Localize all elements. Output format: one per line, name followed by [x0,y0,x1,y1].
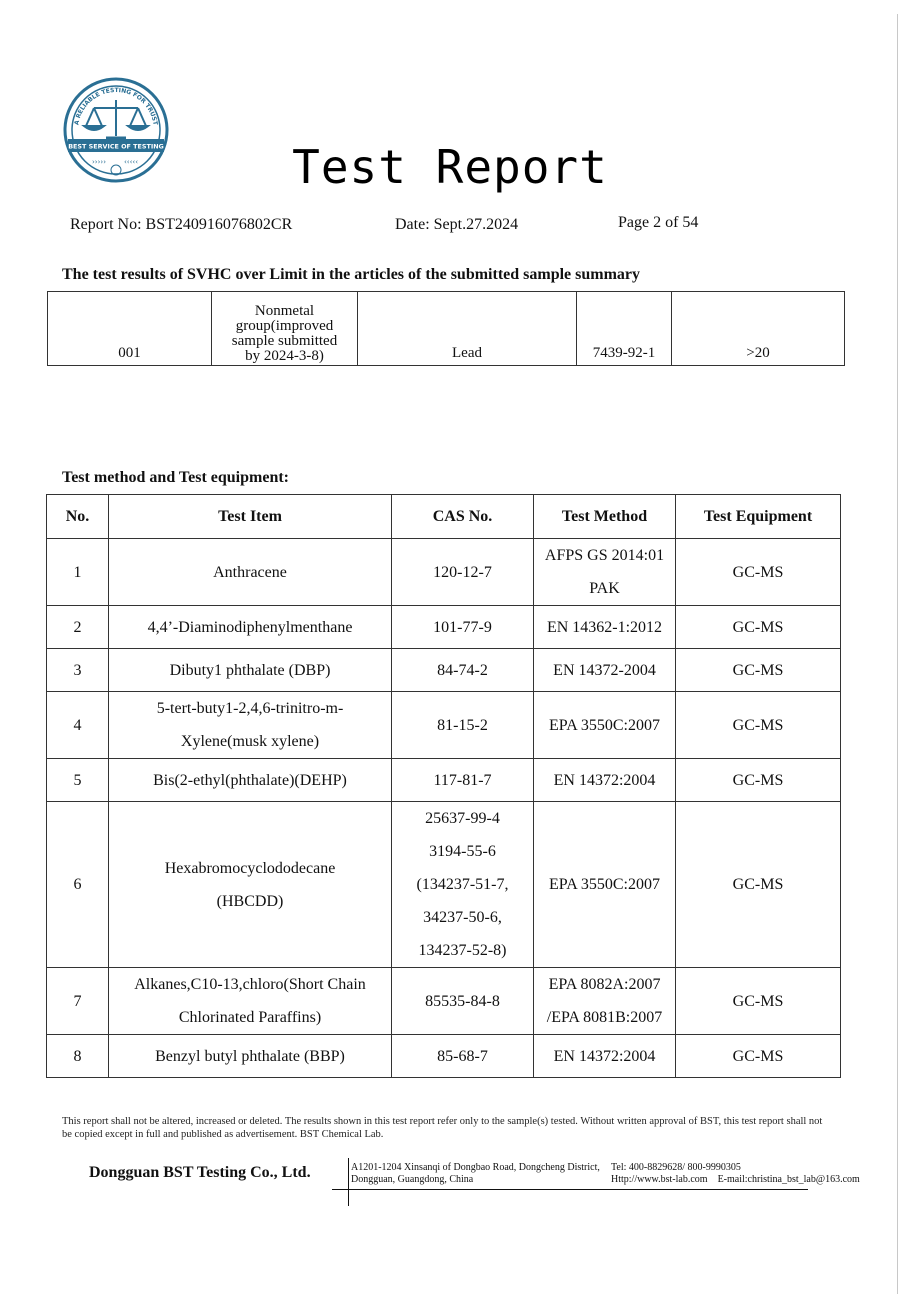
cas-no-line: 134237-52-8) [418,942,507,959]
disclaimer-text: This report shall not be altered, increased or deleted. The results shown in this test report refer only to the sample(s) tested. Without written approval of BST, this test report shall not be copied except in full and published as advertisement. BST Chemical Lab. [62,1116,823,1140]
contact-tel: Tel: 400-8829628/ 800-9990305 [611,1162,741,1173]
header-test-method: Test Method [534,495,676,539]
header-test-equipment: Test Equipment [676,495,841,539]
test-method [534,1035,676,1078]
test-method [534,759,676,802]
table-row [47,802,841,968]
cas-no-line: 85535-84-8 [425,992,500,1010]
test-equipment: GC-MS [676,539,841,606]
row-no: 2 [47,606,109,649]
report-number: Report No: BST240916076802CR [70,216,293,233]
test-method-line: EN 14372:2004 [553,771,656,789]
header-test-item: Test Item [109,495,392,539]
row-no: 8 [47,1035,109,1078]
cas-no-line: 85-68-7 [437,1047,488,1065]
test-method [534,802,676,968]
test-item-line: Chlorinated Paraffins) [178,1009,322,1026]
row-no: 4 [47,692,109,759]
cas-no-line: 101-77-9 [433,618,492,636]
test-method-line: EPA 3550C:2007 [549,716,660,734]
table-row [47,692,841,759]
sample-id: 001 [48,292,212,366]
test-item-line: Benzyl butyl phthalate (BBP) [155,1047,345,1065]
substance-cas: 7439-92-1 [577,292,672,366]
header-cas: CAS No. [392,495,534,539]
test-method-line: EPA 8082A:2007 [548,976,661,993]
test-method-line: EPA 3550C:2007 [549,876,660,893]
substance-value: >20 [672,292,845,366]
group-line: by 2024-3-8) [245,348,324,364]
page-title: Test Report [292,140,608,194]
cas-no-line: 117-81-7 [433,771,492,789]
test-item [109,692,392,759]
test-method [534,606,676,649]
group-line: sample submitted [231,333,338,349]
group-line: group(improved [235,318,334,334]
contact-email[interactable]: E-mail:christina_bst_lab@163.com [717,1174,860,1185]
table-row [47,968,841,1035]
test-item [109,606,392,649]
svg-text:›››››: ››››› [92,158,106,166]
table-row [47,606,841,649]
cas-no-line: 120-12-7 [433,563,492,581]
test-item [109,539,392,606]
test-item [109,759,392,802]
test-method-line: EN 14372:2004 [553,1047,656,1065]
cas-no [392,539,534,606]
row-no: 1 [47,539,109,606]
test-equipment: GC-MS [676,606,841,649]
test-method-line: EN 14362-1:2012 [546,618,663,636]
table-row [47,1035,841,1078]
methods-title: Test method and Test equipment: [62,469,290,486]
row-no: 6 [47,802,109,968]
table-row [47,759,841,802]
page-number: Page 2 of 54 [618,214,699,231]
test-item [109,649,392,692]
report-date: Date: Sept.27.2024 [395,216,519,233]
footer-divider-horizontal [332,1189,808,1190]
company-contact [611,1162,860,1186]
sample-group [212,292,358,366]
logo-ring-text: A RELIABLE TESTING FOR TRUST [73,86,159,126]
cas-no-line: 25637-99-4 [425,810,500,827]
test-item-line: Anthracene [213,563,287,581]
test-method-line: /EPA 8081B:2007 [546,1009,663,1026]
table-row [47,649,841,692]
test-method-line: PAK [589,580,620,597]
cas-no [392,968,534,1035]
page-edge-line [897,14,898,1294]
footer-divider-vertical [348,1158,349,1206]
address-line: Dongguan, Guangdong, China [351,1174,474,1185]
test-item-line: 5-tert-buty1-2,4,6-trinitro-m- [156,700,344,717]
test-equipment: GC-MS [676,1035,841,1078]
contact-web-email [611,1174,860,1186]
test-item [109,968,392,1035]
cas-no [392,692,534,759]
test-method [534,539,676,606]
cas-no-line: 84-74-2 [437,661,488,679]
cas-no-line: 81-15-2 [437,716,488,734]
test-item-line: 4,4’-Diaminodiphenylmenthane [147,618,353,636]
group-line: Nonmetal [254,303,315,319]
test-item [109,802,392,968]
table-header-row [47,495,841,539]
test-equipment: GC-MS [676,802,841,968]
test-item-line: Hexabromocyclododecane [164,859,336,877]
cas-no [392,802,534,968]
test-item-line: Bis(2-ethyl(phthalate)(DEHP) [153,771,347,789]
methods-table [46,494,841,1078]
test-equipment: GC-MS [676,692,841,759]
test-equipment: GC-MS [676,649,841,692]
table-row [48,292,845,366]
cas-no [392,649,534,692]
test-item-line: Alkanes,C10-13,chloro(Short Chain [134,976,366,993]
row-no: 5 [47,759,109,802]
cas-no [392,1035,534,1078]
test-method [534,968,676,1035]
summary-title: The test results of SVHC over Limit in the articles of the submitted sample summary [62,266,641,283]
summary-table [47,291,845,366]
test-method [534,649,676,692]
test-item-line: Dibuty1 phthalate (DBP) [169,661,331,679]
row-no: 3 [47,649,109,692]
test-method [534,692,676,759]
test-item-line: Xylene(musk xylene) [180,733,320,750]
company-name: Dongguan BST Testing Co., Ltd. [89,1164,311,1181]
substance-name: Lead [358,292,577,366]
logo-banner-text: BEST SERVICE OF TESTING [68,142,164,151]
company-address [351,1162,600,1186]
cas-no-line: 34237-50-6, [423,909,502,926]
test-item [109,1035,392,1078]
test-method-line: AFPS GS 2014:01 [544,547,665,564]
contact-web[interactable]: Http://www.bst-lab.com [611,1174,708,1185]
address-line: A1201-1204 Xinsanqi of Dongbao Road, Dongcheng District, [351,1162,600,1173]
cas-no-line: (134237-51-7, [416,876,509,893]
test-equipment: GC-MS [676,759,841,802]
header-no: No. [47,495,109,539]
table-row [47,539,841,606]
cas-no-line: 3194-55-6 [429,843,496,860]
cas-no [392,759,534,802]
row-no: 7 [47,968,109,1035]
cas-no [392,606,534,649]
svg-text:‹‹‹‹‹: ‹‹‹‹‹ [124,158,138,166]
test-item-line: (HBCDD) [216,892,284,910]
test-equipment: GC-MS [676,968,841,1035]
test-method-line: EN 14372-2004 [553,661,656,679]
scales-icon [84,100,148,138]
